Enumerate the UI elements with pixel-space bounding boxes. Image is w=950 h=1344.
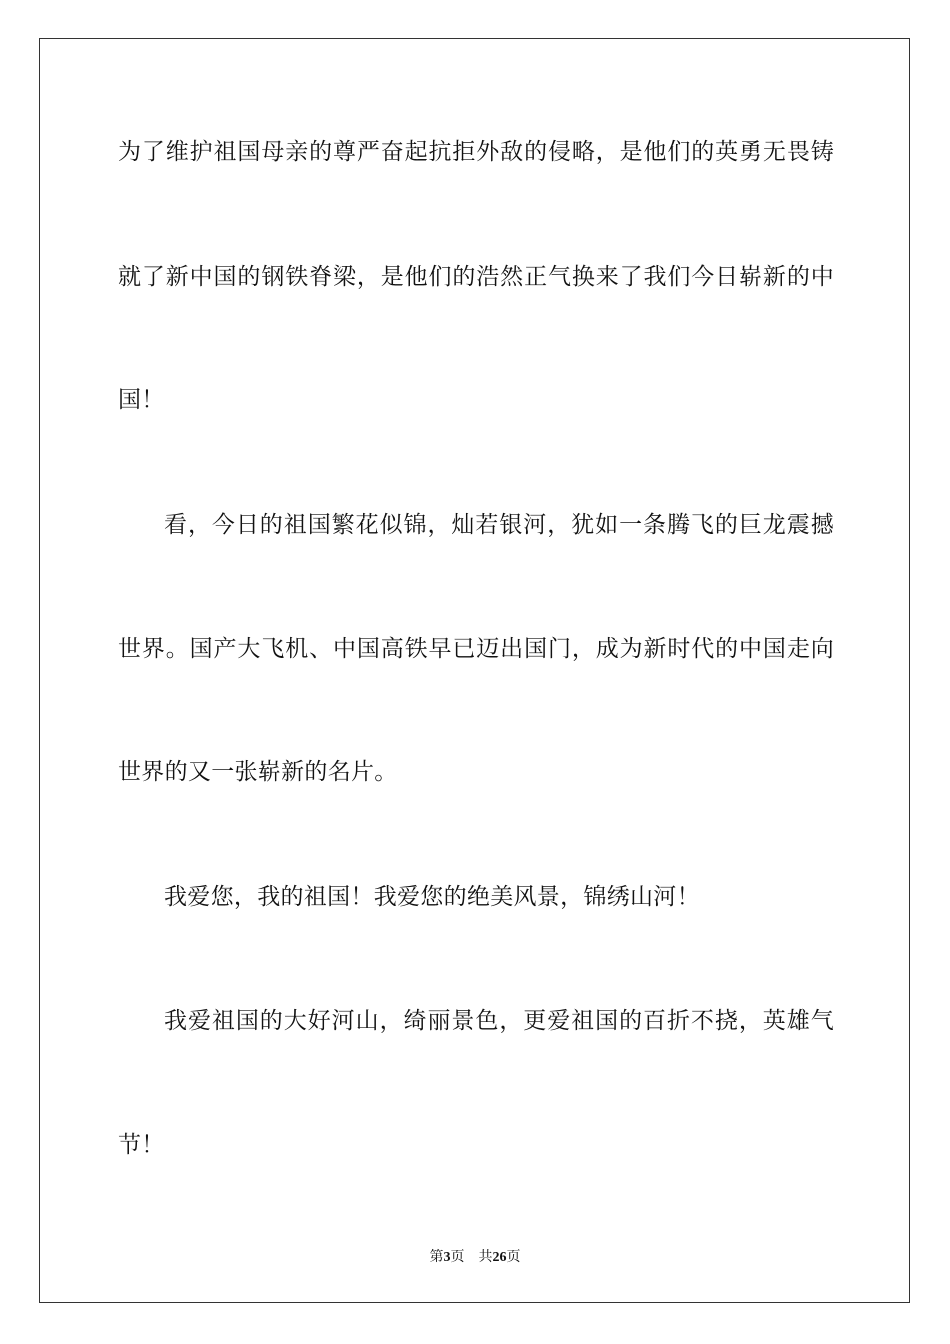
page-border bbox=[39, 38, 910, 1303]
body-line-5: 世界。国产大飞机、中国高铁早已迈出国门，成为新时代的中国走向 bbox=[118, 636, 834, 662]
footer-total-pages: 26 bbox=[492, 1250, 507, 1265]
footer-page-prefix: 第 bbox=[429, 1249, 444, 1265]
body-line-2: 就了新中国的钢铁脊梁，是他们的浩然正气换来了我们今日崭新的中 bbox=[118, 264, 834, 290]
body-line-4: 看，今日的祖国繁花似锦，灿若银河，犹如一条腾飞的巨龙震撼 bbox=[164, 512, 834, 538]
footer-page-number: 3 bbox=[443, 1250, 451, 1265]
footer-total-prefix: 共 bbox=[478, 1249, 493, 1265]
footer-total-suffix: 页 bbox=[506, 1249, 521, 1265]
page-footer bbox=[0, 1248, 950, 1267]
body-line-9: 节！ bbox=[118, 1132, 165, 1158]
body-line-7: 我爱您，我的祖国！我爱您的绝美风景，锦绣山河！ bbox=[164, 884, 700, 910]
body-line-1: 为了维护祖国母亲的尊严奋起抗拒外敌的侵略，是他们的英勇无畏铸 bbox=[118, 139, 834, 165]
footer-page-suffix: 页 bbox=[450, 1249, 465, 1265]
body-line-3: 国！ bbox=[118, 387, 165, 413]
body-line-6: 世界的又一张崭新的名片。 bbox=[118, 759, 398, 785]
body-line-8: 我爱祖国的大好河山，绮丽景色，更爱祖国的百折不挠，英雄气 bbox=[164, 1008, 834, 1034]
